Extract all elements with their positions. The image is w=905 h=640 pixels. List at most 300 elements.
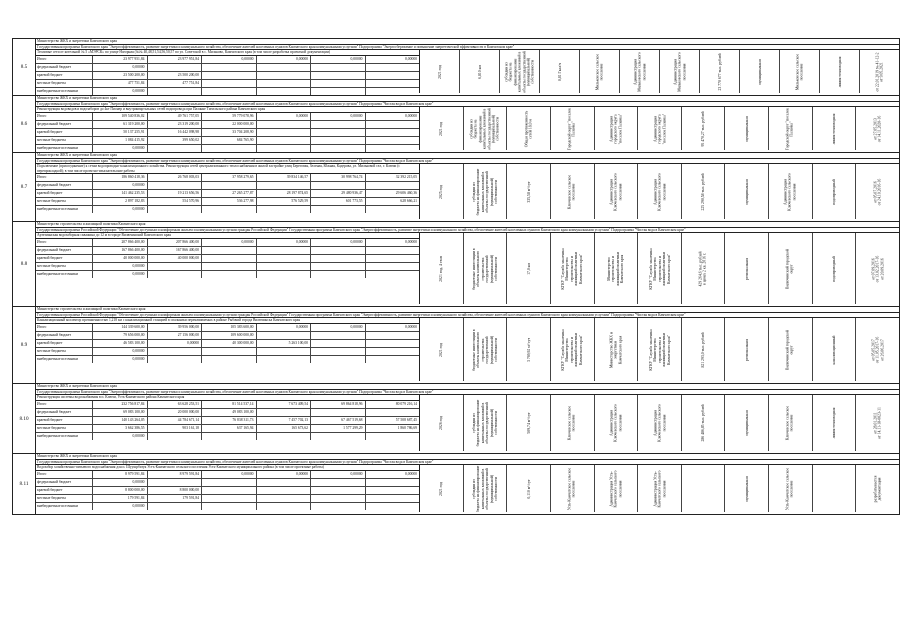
finance-section [35,164,420,219]
finance-value: 0,00000 [93,88,148,95]
attribute-text: от 05.07.2016 от 24.10.2016-16 [873,178,882,205]
attribute-text: 23 770 677 тыс. рублей [717,53,722,91]
attribute-text: муниципальная [744,116,749,142]
finance-source-label: Итого [35,174,93,181]
attribute-cell [507,465,551,512]
finance-value [311,64,366,71]
attribute-text: 335,58 м³/сут [526,181,531,203]
table-block [12,152,900,221]
finance-source-label: местные бюджеты [35,80,93,87]
attribute-cell [700,50,740,93]
finance-value: 0,00000 [311,471,366,478]
attribute-cell [464,395,508,451]
finance-value [148,88,203,95]
object-description: Подключение (присоединение) к сетям водопроводно-канализационного хозяйства. Реконструкция сетей централизованного теплоснабжения в жилой застройке улиц Береговая, Зеленая, Южная, Кадерова, ул. Мильковой сел, г. Ключи (с перепрокладкой); в том числе проектно-изыскательские работы [35,164,419,174]
finance-row [35,64,419,72]
finance-value [366,263,420,270]
finance-value [366,129,420,136]
attribute-text: Вилючинский городской округ [786,248,795,289]
finance-row [35,190,419,198]
finance-value: 0,00000 [93,182,148,189]
finance-section [35,318,420,381]
object-attributes [420,465,899,512]
finance-value [257,64,312,71]
attribute-text: разрабатывается документация [873,475,882,503]
finance-value: 601 773,55 [311,198,366,205]
finance-value [202,348,257,355]
finance-value: 2 897 182,83 [93,198,148,205]
finance-value [202,479,257,486]
finance-value: 27 265 277,87 [202,190,257,197]
finance-value [366,80,420,87]
attribute-cell [464,318,508,381]
finance-value: 61 319 200,00 [93,121,148,128]
finance-value: 399 650,02 [148,137,203,144]
finance-source-label: федеральный бюджет [35,121,93,128]
finance-value: 0,00000 [405,471,417,476]
attribute-text: Усть-Камчатское сельское поселение [786,467,795,510]
attribute-cell [580,50,620,93]
table-block [12,453,900,515]
attribute-cell [507,164,551,219]
finance-value [148,206,203,213]
attribute-text: 3 769,92 м³/сут [526,337,531,362]
finance-value: 76 838 311,73 [202,417,257,424]
finance-value: 0,00000 [202,239,257,246]
finance-value [311,88,366,95]
finance-value [257,247,312,254]
data-grid [35,395,899,451]
object-description: Канализационный коллектор протяженностью 1,218 км с канализационной станцией в спальники перекачиваемых в районе Рыбачий города Вилючинска Камчатского края [35,318,419,324]
attribute-cell [725,164,769,219]
finance-value: 0,00000 [405,324,417,329]
finance-row [35,425,419,433]
attribute-cell [464,465,508,512]
attribute-cell [507,395,551,451]
attribute-cell [725,233,769,304]
finance-source-label: Итого [35,471,93,478]
object-attributes [420,164,899,219]
finance-value: 37 958 279,65 [202,174,257,181]
finance-value: 0,00000 [93,263,148,270]
finance-value: 0,00000 [93,503,148,510]
finance-row [35,332,419,340]
attribute-cell [595,107,639,150]
finance-source-label: федеральный бюджет [35,64,93,71]
attribute-text: КГКУ "Служба заказчика Министерства строительства и жилищной политики Камчатского края" [648,329,671,371]
finance-row [35,503,419,510]
finance-value [366,137,420,144]
finance-row [35,247,419,255]
finance-value: 40 300 000,00 [202,340,257,347]
attribute-text: Мильковское сельское поселение [795,53,804,90]
finance-value: 22 000 000,00 [202,121,257,128]
finance-value: 0,00000 [93,145,148,152]
finance-value [202,433,257,440]
finance-row [35,113,419,121]
finance-value [257,137,312,144]
finance-value: 1 577 299,29 [311,425,366,432]
ministry-row: Министерство строительства и жилищной политики Камчатского края [35,307,899,313]
finance-value: 109 600 000,00 [202,332,257,339]
attribute-cell [507,107,551,150]
finance-value [202,182,257,189]
finance-value: 26 768 003,03 [148,174,203,181]
program-row: Государственная программа Камчатского края "Энергоэффективность, развитие энергетики и коммунального хозяйства, обеспечение жителей населенных пунктов Камчатского края коммунальными услугами" Подпрограмма "Чистая вода в Камчатском крае" [35,460,899,466]
object-attributes [420,395,899,451]
attribute-cell [813,233,857,304]
finance-value [257,121,312,128]
finance-value: 3 662 386,55 [93,425,148,432]
finance-source-label: федеральный бюджет [35,332,93,339]
finance-value: 0,00000 [405,239,417,244]
finance-source-label: краевой бюджет [35,72,93,79]
finance-value: 0,00000 [257,239,312,246]
attribute-text: Администрация Ключевского сельского поселения [609,404,623,443]
finance-value [257,271,312,278]
attribute-cell [500,50,540,93]
finance-row [35,340,419,348]
attribute-cell [856,233,899,304]
attribute-text: Администрация Ключевского сельского поселения [652,172,666,211]
attribute-cell [638,395,682,451]
attribute-text: от 22.01.2019 № 41-12-2 от 9.05.2021 [875,52,884,92]
finance-value: 23 500 200,00 [148,72,203,79]
finance-source-label: внебюджетные источники [35,433,93,440]
attribute-text: 17,0 км [526,262,531,275]
attribute-cell [464,164,508,219]
object-attributes [420,50,899,93]
finance-value: 0,00000 [93,206,148,213]
finance-value: 144 339 600,00 [93,324,148,331]
finance-value [311,263,366,270]
finance-row [35,271,419,278]
attribute-cell [769,233,813,304]
object-description: Тепловые сети от котельной № 5 «МЭРСК» по улице Нагорная (№№ 40,48,51,54,56,50,57 по ул. Советской в с. Мильково, Камчатского края (в том числе разработка проектной документации) [35,50,419,56]
finance-source-label: местные бюджеты [35,198,93,205]
attribute-text: Администрация городского округа "поселок Паланка" [609,113,623,145]
attribute-text: муниципальная [744,476,749,502]
finance-source-label: Итого [35,56,93,63]
attribute-text: от 28.01.2011 от 14.11-18-0023-11 [873,407,882,440]
finance-value: 32 392 215,05 [395,175,417,180]
block-body [35,307,899,381]
finance-value: 79 656 000,00 [93,332,148,339]
finance-value: 684 765,90 [202,137,257,144]
finance-value: 576 529,59 [257,198,312,205]
finance-value [366,182,420,189]
attribute-cell [507,233,551,304]
finance-row [35,263,419,271]
finance-value [311,247,366,254]
finance-row [35,433,419,440]
finance-value: 0,00000 [93,348,148,355]
attribute-text: 2021 год [439,481,444,496]
finance-value: 69 083 100,00 [93,409,148,416]
block-body [35,153,899,219]
attribute-cell [638,233,682,304]
block-body [35,454,899,512]
row-number: 8.10 [13,384,36,453]
finance-value [311,129,366,136]
finance-row [35,471,419,479]
attribute-cell [769,465,813,512]
attribute-text: 2025 год [439,184,444,199]
finance-row [35,401,419,409]
finance-value: 46 583 100,00 [93,340,148,347]
attribute-text: субсидии из бюджета на финансирование капитальных вложений в объекты государственной (муниципальной) собственности [471,399,498,447]
finance-value [311,487,366,494]
finance-value: 39 834 146,57 [257,174,312,181]
finance-value [311,121,366,128]
attribute-cell [551,318,595,381]
finance-row [35,409,419,417]
finance-value: 0,00000 [405,56,417,61]
attribute-text: линия тепловодная [831,407,836,439]
finance-source-label: местные бюджеты [35,137,93,144]
finance-value [148,503,203,510]
finance-value: 63 628 253,51 [148,401,203,408]
finance-value [366,409,420,416]
attribute-text: бюджетные инвестиции в объекты капитального строительства государственной (муниципальной) собственности [471,328,498,371]
finance-source-label: внебюджетные источники [35,356,93,363]
attribute-text: КГКУ "Служба заказчика Министерства строительства и жилищной политики Камчатского края" [648,248,671,290]
finance-value: 7 673 409,54 [257,401,312,408]
finance-value: 40 000 000,00 [148,255,203,262]
attribute-cell [620,50,660,93]
finance-value: 477 751,84 [148,80,203,87]
program-row: Государственная программа Камчатского края "Энергоэффективность, развитие энергетики и коммунального хозяйства, обеспечение жителей населенных пунктов Камчатского края коммунальными услугами" Подпрограмма "Чистая вода в Камчатском крае" [35,102,899,108]
finance-value [311,356,366,363]
finance-value: 33 704 208,90 [202,129,257,136]
attribute-cell [813,318,857,381]
finance-value [257,433,312,440]
attribute-text: канализационный [831,335,836,365]
finance-source-label: внебюджетные источники [35,145,93,152]
attribute-text: линия тепловодная [831,113,836,145]
object-attributes [420,318,899,381]
attribute-cell [856,164,899,219]
block-body [35,384,899,451]
attribute-text: Администрация городского округа "поселок Паланка" [652,113,666,145]
attribute-cell [769,395,813,451]
program-row: Государственная программа Камчатского края "Энергоэффективность, развитие энергетики и коммунального хозяйства, обеспечение жителей населенных пунктов Камчатского края коммунальными услугами" Подпрограмма "Чистая вода в Камчатском крае" [35,390,899,396]
attribute-text: муниципальная [744,179,749,205]
finance-value: 19 213 656,56 [148,190,203,197]
ministry-row: Министерство ЖКХ и энергетики Камчатского края [35,384,899,390]
finance-value: 105 383 600,00 [202,324,257,331]
finance-value: 8 979 591,84 [93,471,148,478]
attribute-cell [725,318,769,381]
attribute-text: 429 264,6 тыс. рублей в ценах 2 кв. 2016 г. [698,251,708,287]
finance-value: 179 591,84 [148,495,203,502]
finance-value: 23 977 951,84 [148,56,203,63]
attribute-text: муниципальная [744,410,749,436]
ministry-row: Министерство ЖКХ и энергетики Камчатского края [35,454,899,460]
finance-value: 0,00000 [405,113,417,118]
finance-value [257,129,312,136]
attribute-text: от 05.05.2017 от 11.05.2017-16 от 26.06.2017 [871,336,884,363]
attribute-cell [551,465,595,512]
finance-section [35,233,420,304]
attribute-cell [551,164,595,219]
ministry-row: Министерство ЖКХ и энергетики Камчатского края [35,39,899,45]
attribute-text: 2026 год [439,416,444,431]
finance-value [311,495,366,502]
finance-value [366,206,420,213]
attribute-text: Министерство ЖКХ и энергетики Камчатского края [609,331,623,368]
finance-value: 0,00000 [311,113,366,120]
table-block [12,221,900,306]
finance-row [35,206,419,213]
finance-value [311,332,366,339]
attribute-cell [551,107,595,150]
attribute-cell [682,107,726,150]
finance-source-label: местные бюджеты [35,425,93,432]
block-body [35,39,899,93]
finance-value: 50 137 255,91 [93,129,148,136]
attribute-text: 509,74 м³/сут [526,412,531,434]
finance-value: 0,00000 [93,64,148,71]
finance-value [257,479,312,486]
attribute-text: Администрация Усть- Камчатского сельского поселения [609,470,623,508]
attribute-cell [860,50,899,93]
finance-value: 0,00000 [202,56,257,63]
attribute-cell [540,50,580,93]
finance-value [202,503,257,510]
attribute-text: 286 486,85 тыс. рублей [700,404,705,442]
attribute-text: муниципальная [757,59,762,85]
finance-value: 0,00000 [311,239,366,246]
attribute-text: 821 293,0 тыс. рублей [700,332,705,368]
finance-value [311,80,366,87]
finance-source-label: федеральный бюджет [35,479,93,486]
finance-source-label: внебюджетные источники [35,88,93,95]
attribute-text: Ключевское сельское поселение [567,405,577,441]
finance-value [202,255,257,262]
finance-value [202,356,257,363]
finance-value: 109 540 836,02 [93,113,148,120]
finance-value: 207 866 400,00 [93,239,148,246]
object-attributes [420,107,899,150]
finance-value [148,433,203,440]
attribute-cell [420,164,464,219]
row-number: 8.11 [13,454,36,514]
finance-source-label: краевой бюджет [35,340,93,347]
attribute-cell [856,318,899,381]
finance-value: 39 956 000,00 [148,324,203,331]
attribute-text: Администрация Мильковского сельского поселения [632,51,646,92]
finance-source-label: местные бюджеты [35,348,93,355]
attribute-cell [595,318,639,381]
finance-value: 49 761 757,05 [148,113,203,120]
data-grid [35,107,899,150]
finance-row [35,129,419,137]
attribute-text: Ключевское сельское поселение [567,174,577,209]
attribute-text: субсидии из бюджета на финансирование капитальных вложений в объекты государственной (муниципальной) собственности [504,50,535,93]
finance-value [202,80,257,87]
finance-value [148,145,203,152]
finance-value [311,145,366,152]
finance-row [35,80,419,88]
finance-value: 179 591,84 [93,495,148,502]
attribute-cell [725,107,769,150]
attribute-cell [638,164,682,219]
attribute-text: Мильковское сельское поселение [595,53,604,90]
attribute-text: 0,81 Гкал/ч [557,62,562,81]
finance-value: 628 666,21 [400,199,417,204]
attribute-cell [740,50,780,93]
finance-value [366,503,420,510]
finance-value [366,356,420,363]
finance-row [35,239,419,247]
finance-value: 0,00000 [311,56,366,63]
finance-value: 1 084 415,92 [93,137,148,144]
finance-value [257,88,312,95]
attribute-text: Администрация Усть- Камчатского сельского поселения [652,470,666,508]
data-grid [35,465,899,512]
finance-value [148,263,203,270]
finance-row [35,88,419,95]
finance-value: 7 457 702,13 [257,417,312,424]
attribute-cell [820,50,860,93]
finance-value [366,433,420,440]
finance-value: 16 442 098,98 [148,129,203,136]
data-grid [35,50,899,93]
finance-value [202,88,257,95]
data-grid [35,164,899,219]
attribute-text: Министерство строительства и жилищной политики Камчатского края [607,251,625,286]
ministry-row: Министерство ЖКХ и энергетики Камчатского края [35,96,899,102]
finance-row [35,137,419,145]
finance-value [311,182,366,189]
finance-value: 477 751,84 [93,80,148,87]
table-block [12,38,900,95]
attribute-cell [638,318,682,381]
finance-value: 186 860 418,36 [93,174,148,181]
finance-value [257,348,312,355]
attribute-text: от 07.09.2016 от 13.02.2017-16 от 20.09.2016 [871,255,884,282]
ministry-row: Министерство строительства и жилищной политики Камчатского края [35,222,899,228]
attribute-text: Общая протяженность сетей 18,0 м [524,110,533,147]
attribute-cell [464,107,508,150]
finance-source-label: местные бюджеты [35,263,93,270]
finance-value [311,348,366,355]
finance-source-label: краевой бюджет [35,190,93,197]
finance-value [311,137,366,144]
finance-value: 69 864 818,96 [311,401,366,408]
finance-value: 29 480 936,47 [311,190,366,197]
attribute-cell [813,465,857,512]
finance-value [366,121,420,128]
finance-row [35,56,419,64]
finance-value [257,356,312,363]
row-number: 8.5 [13,39,36,95]
attribute-cell [595,233,639,304]
object-description: Реконструкция системы водоснабжения в п. Ключи, Усть-Камчатского района Камчатского края [35,395,419,401]
finance-value [257,503,312,510]
finance-row [35,417,419,425]
finance-value [257,263,312,270]
finance-value [311,72,366,79]
attribute-cell [813,107,857,150]
finance-row [35,348,419,356]
finance-value [311,479,366,486]
finance-value [257,255,312,262]
attribute-cell [682,164,726,219]
finance-value [202,247,257,254]
attribute-cell [460,50,500,93]
